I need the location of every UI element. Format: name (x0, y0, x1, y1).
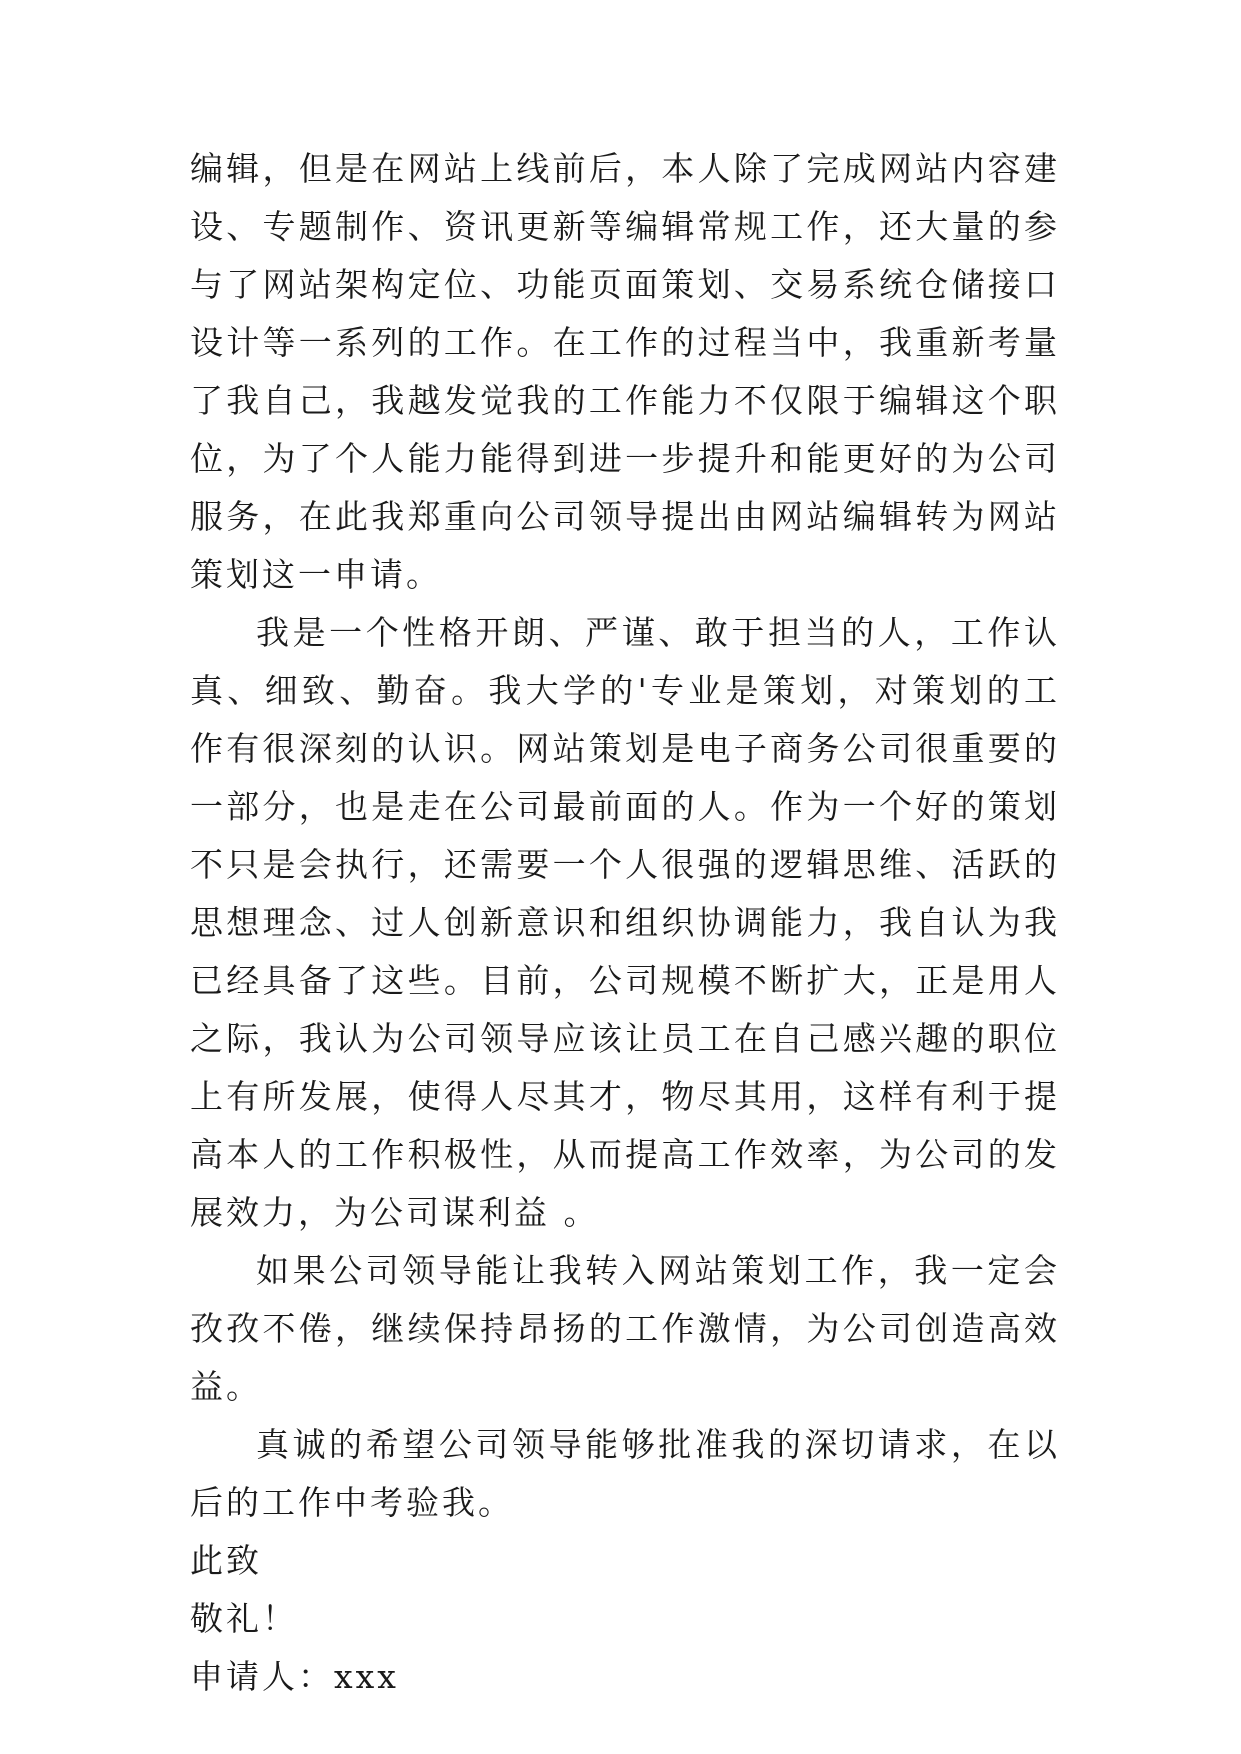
paragraph-continuation: 编辑，但是在网站上线前后，本人除了完成网站内容建设、专题制作、资讯更新等编辑常规工作，还大量的参与了网站架构定位、功能页面策划、交易系统仓储接口设计等一系列的工作。在工作的过程当中，我重新考量了我自己，我越发觉我的工作能力不仅限于编辑这个职位，为了个人能力能得到进一步提升和能更好的为公司服务，在此我郑重向公司领导提出由网站编辑转为网站策划这一申请。 (190, 149, 1060, 594)
letter-body (190, 140, 1060, 1706)
paragraph-commitment: 如果公司领导能让我转入网站策划工作，我一定会孜孜不倦，继续保持昂扬的工作激情，为公司创造高效益。 (190, 1251, 1060, 1406)
paragraph-request: 真诚的希望公司领导能够批准我的深切请求，在以后的工作中考验我。 (190, 1425, 1060, 1522)
closing-regards: 敬礼！ (190, 1599, 298, 1638)
paragraph-self-introduction: 我是一个性格开朗、严谨、敢于担当的人，工作认真、细致、勤奋。我大学的'专业是策划，对策划的工作有很深刻的认识。网站策划是电子商务公司很重要的一部分，也是走在公司最前面的人。作为一个好的策划不只是会执行，还需要一个人很强的逻辑思维、活跃的思想理念、过人创新意识和组织协调能力，我自认为我已经具备了这些。目前，公司规模不断扩大，正是用人之际，我认为公司领导应该让员工在自己感兴趣的职位上有所发展，使得人尽其才，物尽其用，这样有利于提高本人的工作积极性，从而提高工作效率，为公司的发展效力，为公司谋利益 。 (190, 613, 1060, 1232)
signature-line: 申请人：xxx (190, 1657, 399, 1696)
closing-salutation: 此致 (190, 1541, 262, 1580)
